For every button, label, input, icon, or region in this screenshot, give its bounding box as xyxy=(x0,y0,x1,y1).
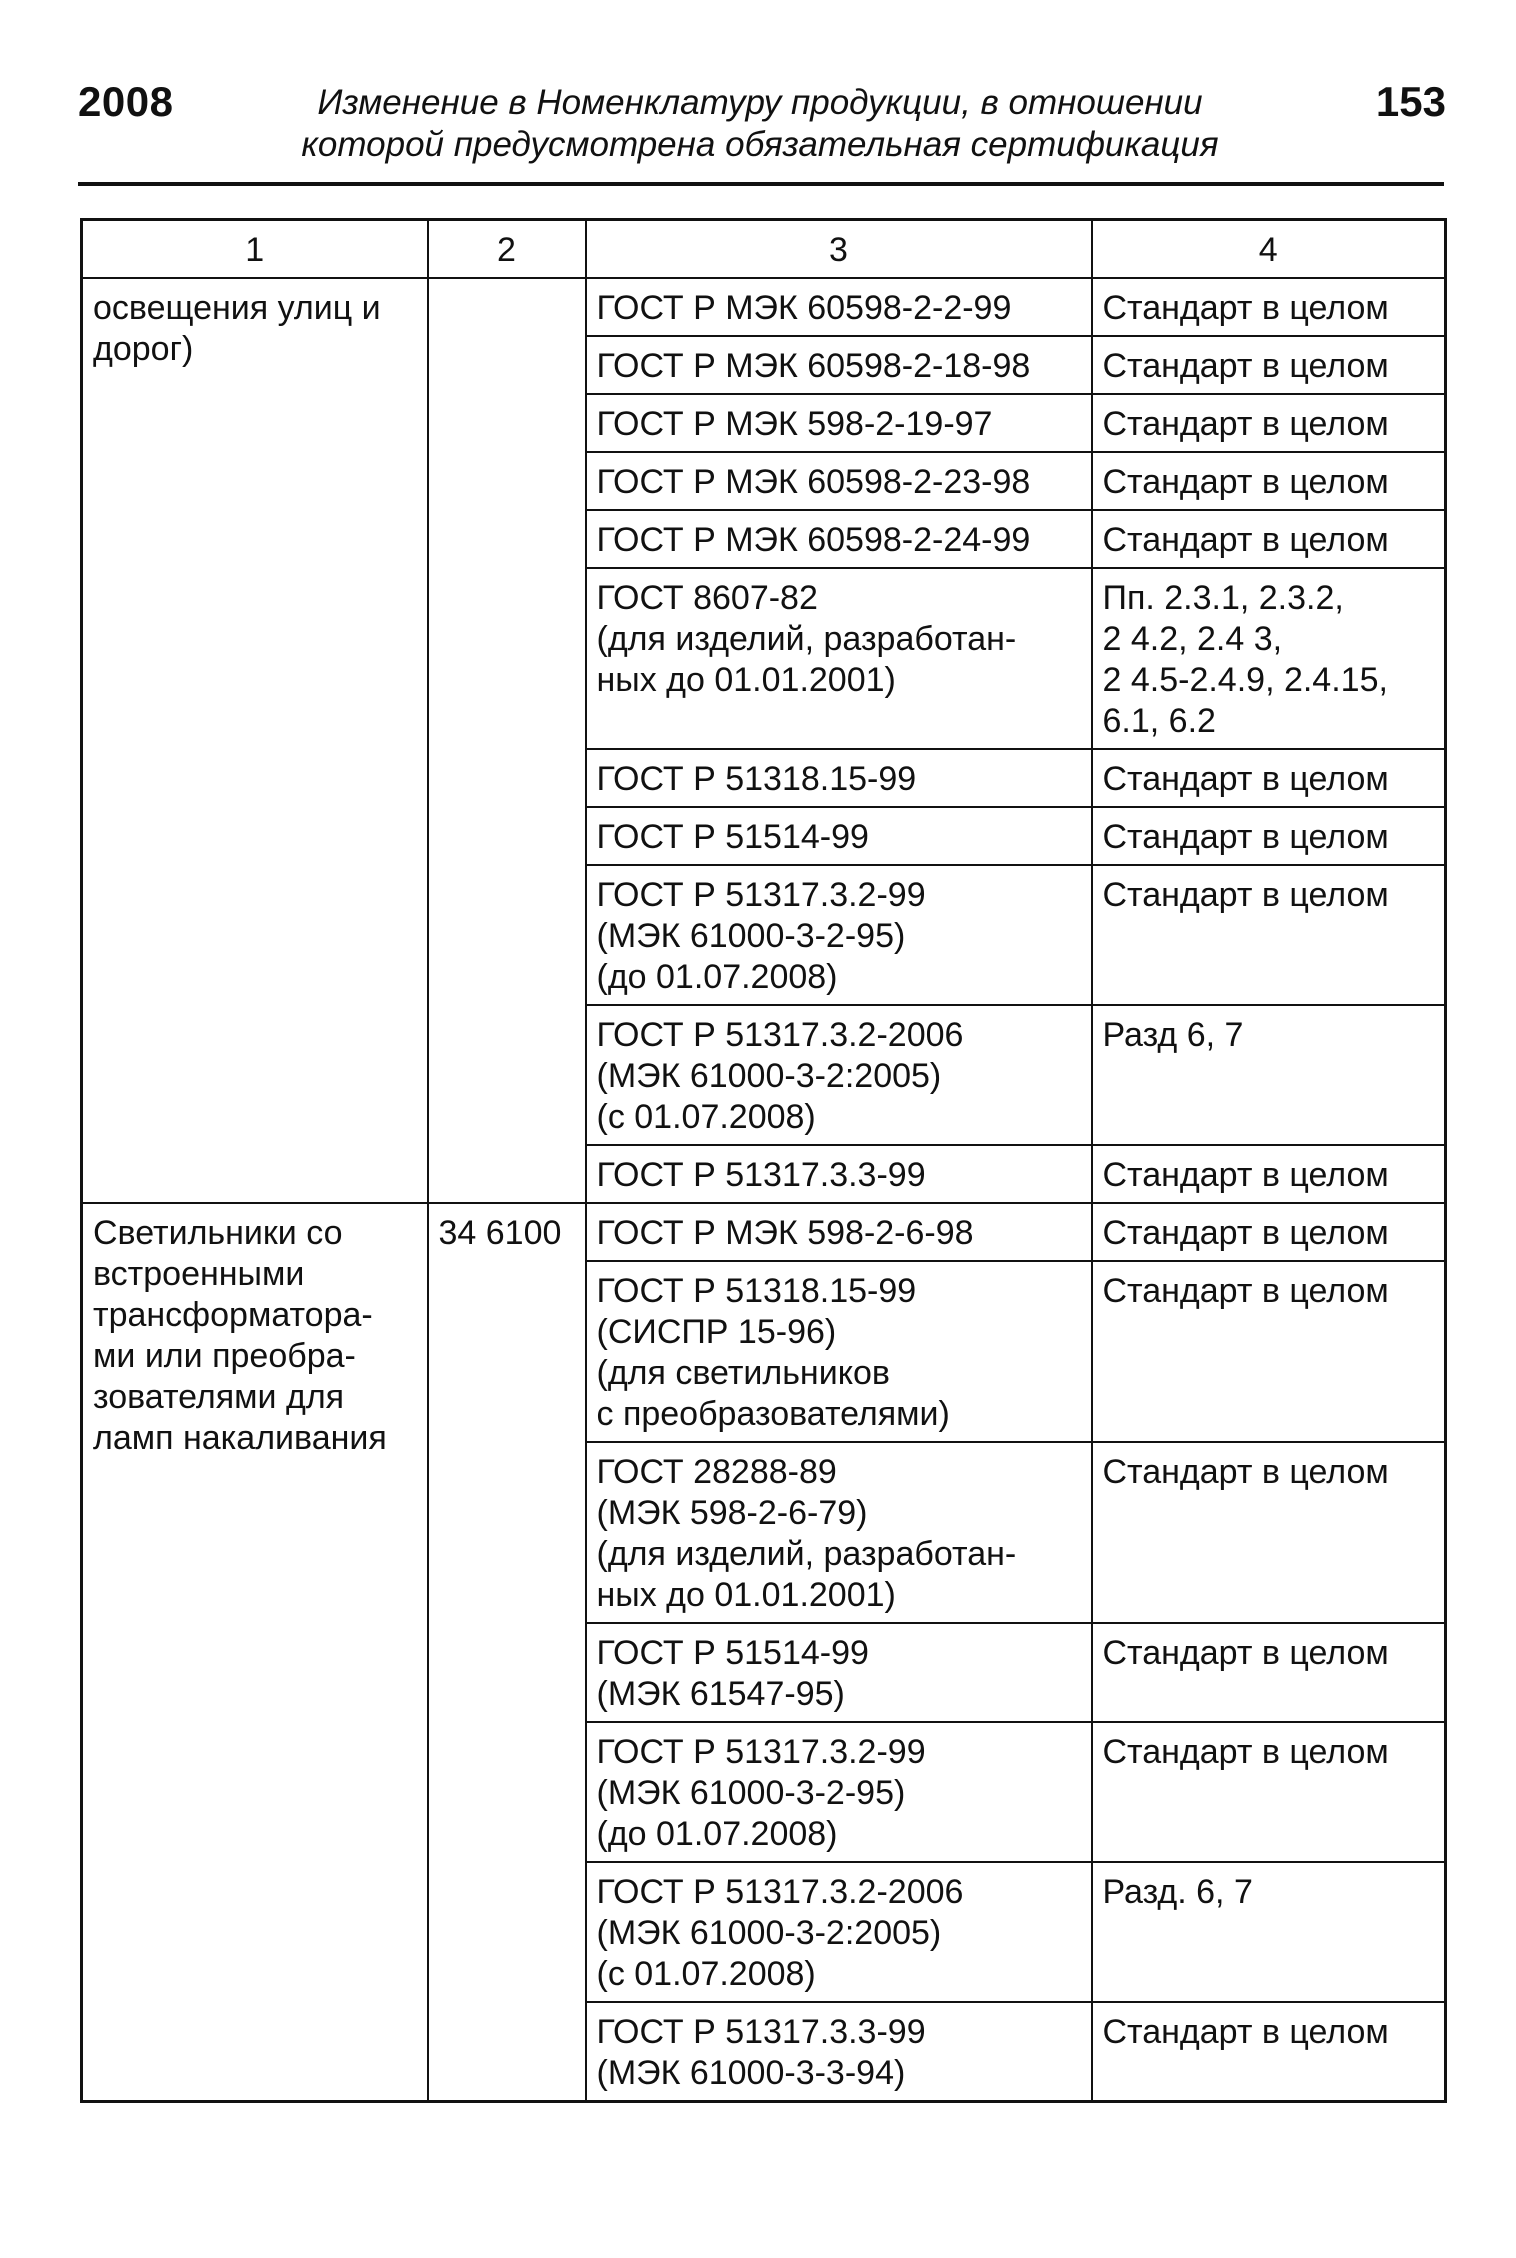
scope-cell xyxy=(1092,1261,1446,1442)
scope-cell xyxy=(1092,568,1446,749)
standard-cell xyxy=(586,394,1092,452)
scope-cell xyxy=(1092,1145,1446,1203)
scope-cell xyxy=(1092,394,1446,452)
standard-cell xyxy=(586,510,1092,568)
requirement-scope: Стандарт в целом xyxy=(1102,1733,1389,1771)
scope-cell xyxy=(1092,278,1446,336)
standard-designation: ГОСТ 8607-82 (для изделий, разработан- ных до 01.01.2001) xyxy=(596,579,1017,699)
product-code-cell xyxy=(428,278,586,1203)
header-rule xyxy=(78,182,1444,186)
scope-cell xyxy=(1092,865,1446,1005)
standard-designation: ГОСТ Р 51318.15-99 (СИСПР 15-96) (для светильников с преобразователями) xyxy=(596,1272,950,1433)
page-number: 153 xyxy=(1375,78,1446,125)
product-name-cell xyxy=(82,1203,428,2102)
scope-cell xyxy=(1092,1442,1446,1623)
standard-designation: ГОСТ Р 51317.3.2-2006 (МЭК 61000-3-2:2005) (с 01.07.2008) xyxy=(596,1016,964,1136)
requirement-scope: Разд 6, 7 xyxy=(1102,1016,1244,1054)
standard-cell xyxy=(586,1862,1092,2002)
column-header: 1 xyxy=(82,220,428,279)
standard-cell xyxy=(586,807,1092,865)
standard-designation: ГОСТ Р 51317.3.2-2006 (МЭК 61000-3-2:2005) (с 01.07.2008) xyxy=(596,1873,964,1993)
standard-designation: ГОСТ Р МЭК 60598-2-24-99 xyxy=(596,521,1031,559)
standard-designation: ГОСТ Р 51318.15-99 xyxy=(596,760,917,798)
standard-designation: ГОСТ Р 51317.3.3-99 (МЭК 61000-3-3-94) xyxy=(596,2013,926,2092)
scope-cell xyxy=(1092,1203,1446,1261)
scope-cell xyxy=(1092,1722,1446,1862)
standard-designation: ГОСТ Р 51317.3.2-99 (МЭК 61000-3-2-95) (до 01.07.2008) xyxy=(596,1733,926,1853)
requirement-scope: Стандарт в целом xyxy=(1102,1156,1389,1194)
standard-cell xyxy=(586,1203,1092,1261)
standard-designation: ГОСТ Р 51317.3.2-99 (МЭК 61000-3-2-95) (до 01.07.2008) xyxy=(596,876,926,996)
page-year: 2008 xyxy=(78,78,174,125)
requirement-scope: Стандарт в целом xyxy=(1102,760,1389,798)
requirement-scope: Стандарт в целом xyxy=(1102,463,1389,501)
product-name-cell xyxy=(82,278,428,1203)
standard-cell xyxy=(586,1442,1092,1623)
product-code-cell xyxy=(428,1203,586,2102)
scope-cell xyxy=(1092,1005,1446,1145)
scope-cell xyxy=(1092,336,1446,394)
scope-cell xyxy=(1092,1862,1446,2002)
requirement-scope: Стандарт в целом xyxy=(1102,521,1389,559)
requirement-scope: Стандарт в целом xyxy=(1102,289,1389,327)
scope-cell xyxy=(1092,807,1446,865)
requirement-scope: Стандарт в целом xyxy=(1102,405,1389,443)
standard-cell xyxy=(586,278,1092,336)
page-running-title xyxy=(260,82,1260,166)
certification-table xyxy=(80,218,1447,2103)
product-name: освещения улиц и дорог) xyxy=(93,289,381,368)
requirement-scope: Стандарт в целом xyxy=(1102,2013,1389,2051)
standard-cell xyxy=(586,1261,1092,1442)
standard-designation: ГОСТ Р 51514-99 (МЭК 61547-95) xyxy=(596,1634,869,1713)
standard-designation: ГОСТ 28288-89 (МЭК 598-2-6-79) (для изделий, разработан- ных до 01.01.2001) xyxy=(596,1453,1017,1614)
product-name: Светильники со встроенными трансформатора- ми или преобра- зователями для ламп накаливания xyxy=(93,1214,387,1457)
column-header: 3 xyxy=(586,220,1092,279)
standard-designation: ГОСТ Р МЭК 598-2-6-98 xyxy=(596,1214,974,1252)
scope-cell xyxy=(1092,1623,1446,1722)
standard-cell xyxy=(586,1005,1092,1145)
requirement-scope: Стандарт в целом xyxy=(1102,876,1389,914)
requirement-scope: Стандарт в целом xyxy=(1102,1214,1389,1252)
standard-designation: ГОСТ Р МЭК 598-2-19-97 xyxy=(596,405,993,443)
running-title-line-1: Изменение в Номенклатуру продукции, в отношении xyxy=(317,83,1203,122)
requirement-scope: Стандарт в целом xyxy=(1102,1634,1389,1672)
standard-designation: ГОСТ Р МЭК 60598-2-18-98 xyxy=(596,347,1031,385)
standard-cell xyxy=(586,865,1092,1005)
standard-cell xyxy=(586,1623,1092,1722)
scope-cell xyxy=(1092,2002,1446,2102)
requirement-scope: Стандарт в целом xyxy=(1102,347,1389,385)
scope-cell xyxy=(1092,510,1446,568)
table-row xyxy=(82,278,1446,336)
table-row xyxy=(82,1203,1446,1261)
requirement-scope: Стандарт в целом xyxy=(1102,1272,1389,1310)
standard-designation: ГОСТ Р МЭК 60598-2-2-99 xyxy=(596,289,1012,327)
standard-designation: ГОСТ Р 51317.3.3-99 xyxy=(596,1156,926,1194)
standard-cell xyxy=(586,1145,1092,1203)
standard-cell xyxy=(586,2002,1092,2102)
requirement-scope: Стандарт в целом xyxy=(1102,1453,1389,1491)
scope-cell xyxy=(1092,749,1446,807)
table-body xyxy=(82,278,1446,2102)
standard-cell xyxy=(586,749,1092,807)
standard-cell xyxy=(586,452,1092,510)
requirement-scope: Разд. 6, 7 xyxy=(1102,1873,1253,1911)
standard-cell xyxy=(586,336,1092,394)
column-header: 2 xyxy=(428,220,586,279)
standard-cell xyxy=(586,568,1092,749)
table-header-row xyxy=(82,220,1446,279)
column-header: 4 xyxy=(1092,220,1446,279)
requirement-scope: Стандарт в целом xyxy=(1102,818,1389,856)
standard-designation: ГОСТ Р 51514-99 xyxy=(596,818,869,856)
standard-cell xyxy=(586,1722,1092,1862)
running-title-line-2: которой предусмотрена обязательная сертификация xyxy=(301,125,1219,164)
product-code: 34 6100 xyxy=(438,1214,562,1252)
scope-cell xyxy=(1092,452,1446,510)
requirement-scope: Пп. 2.3.1, 2.3.2, 2 4.2, 2.4 3, 2 4.5-2.4.9, 2.4.15, 6.1, 6.2 xyxy=(1102,579,1388,740)
standard-designation: ГОСТ Р МЭК 60598-2-23-98 xyxy=(596,463,1031,501)
